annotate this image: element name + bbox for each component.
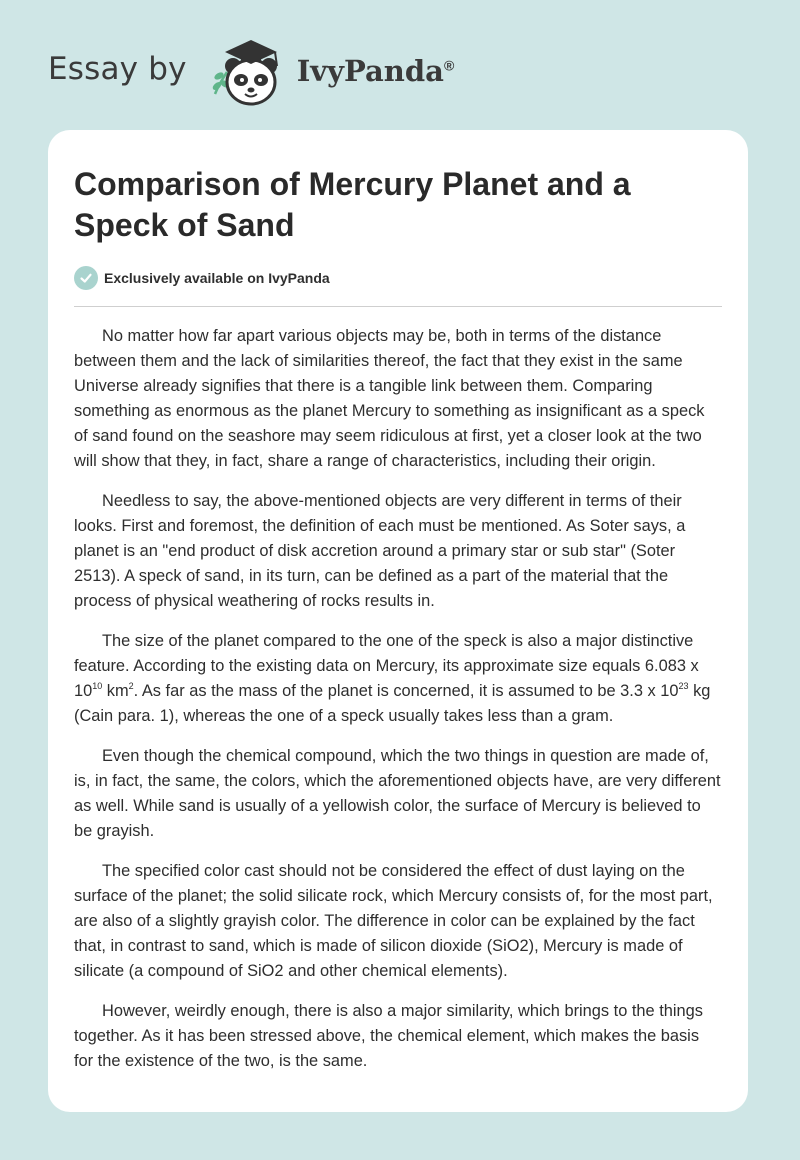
page-title: Comparison of Mercury Planet and a Speck of Sand [74,166,631,243]
paragraph-1: No matter how far apart various objects may be, both in terms of the distance between them and the lack of similarities thereof, the fact that they exist in the same Universe already signifies that there is a tangible link between them. Comparing something as enormous as the planet Mercury to something as insignificant as a speck of sand found on the seashore may seem ridiculous at first, yet a closer look at the two will show that they, in fact, share a range of characteristics, including their origin. [74,327,705,470]
panda-graduate-icon [205,36,291,108]
exclusive-badge [74,266,722,307]
brand-prefix: Essay by [48,51,187,87]
paragraph-5: The specified color cast should not be considered the effect of dust laying on the surface of the planet; the solid silicate rock, which Mercury consists of, for the most part, are also of a slightly grayish color. The difference in color can be explained by the fact that, in contrast to sand, which is made of silicon dioxide (SiO2), Mercury is made of silicate (a compound of SiO2 and other chemical elements). [74,862,713,980]
paragraph-4: Even though the chemical compound, which the two things in question are made of, is, in fact, the same, the colors, which the aforementioned objects have, are very different as well. While sand is usually of a yellowish color, the surface of Mercury is believed to be grayish. [74,747,721,840]
checkmark-icon [74,266,98,290]
paragraph-6: However, weirdly enough, there is also a major similarity, which brings to the things together. As it has been stressed above, the chemical element, which makes the basis for the existence of the two, is the same. [74,1002,703,1070]
brand-name: IvyPanda® [296,54,455,88]
paragraph-2: Needless to say, the above-mentioned objects are very different in terms of their looks. First and foremost, the definition of each must be mentioned. As Soter says, a planet is an "end product of disk accretion around a primary star or sub star" (Soter 2513). A speck of sand, in its turn, can be defined as a part of the material that the process of physical weathering of rocks results in. [74,492,686,610]
paragraph-3: The size of the planet compared to the one of the speck is also a major distinctive feature. According to the existing data on Mercury, its approximate size equals 6.083 x $10^{10}$ $km^2$. As far as the mass of the planet is concerned, it is assumed to be 3.3 x $10^{23}$ kg (Cain para. 1), whereas the one of a speck usually takes less than a gram. [74,632,711,725]
essay-body [74,324,722,1074]
brand-header [48,36,454,108]
exclusive-label: Exclusively available on IvyPanda [104,270,330,286]
essay-card [48,130,748,1112]
